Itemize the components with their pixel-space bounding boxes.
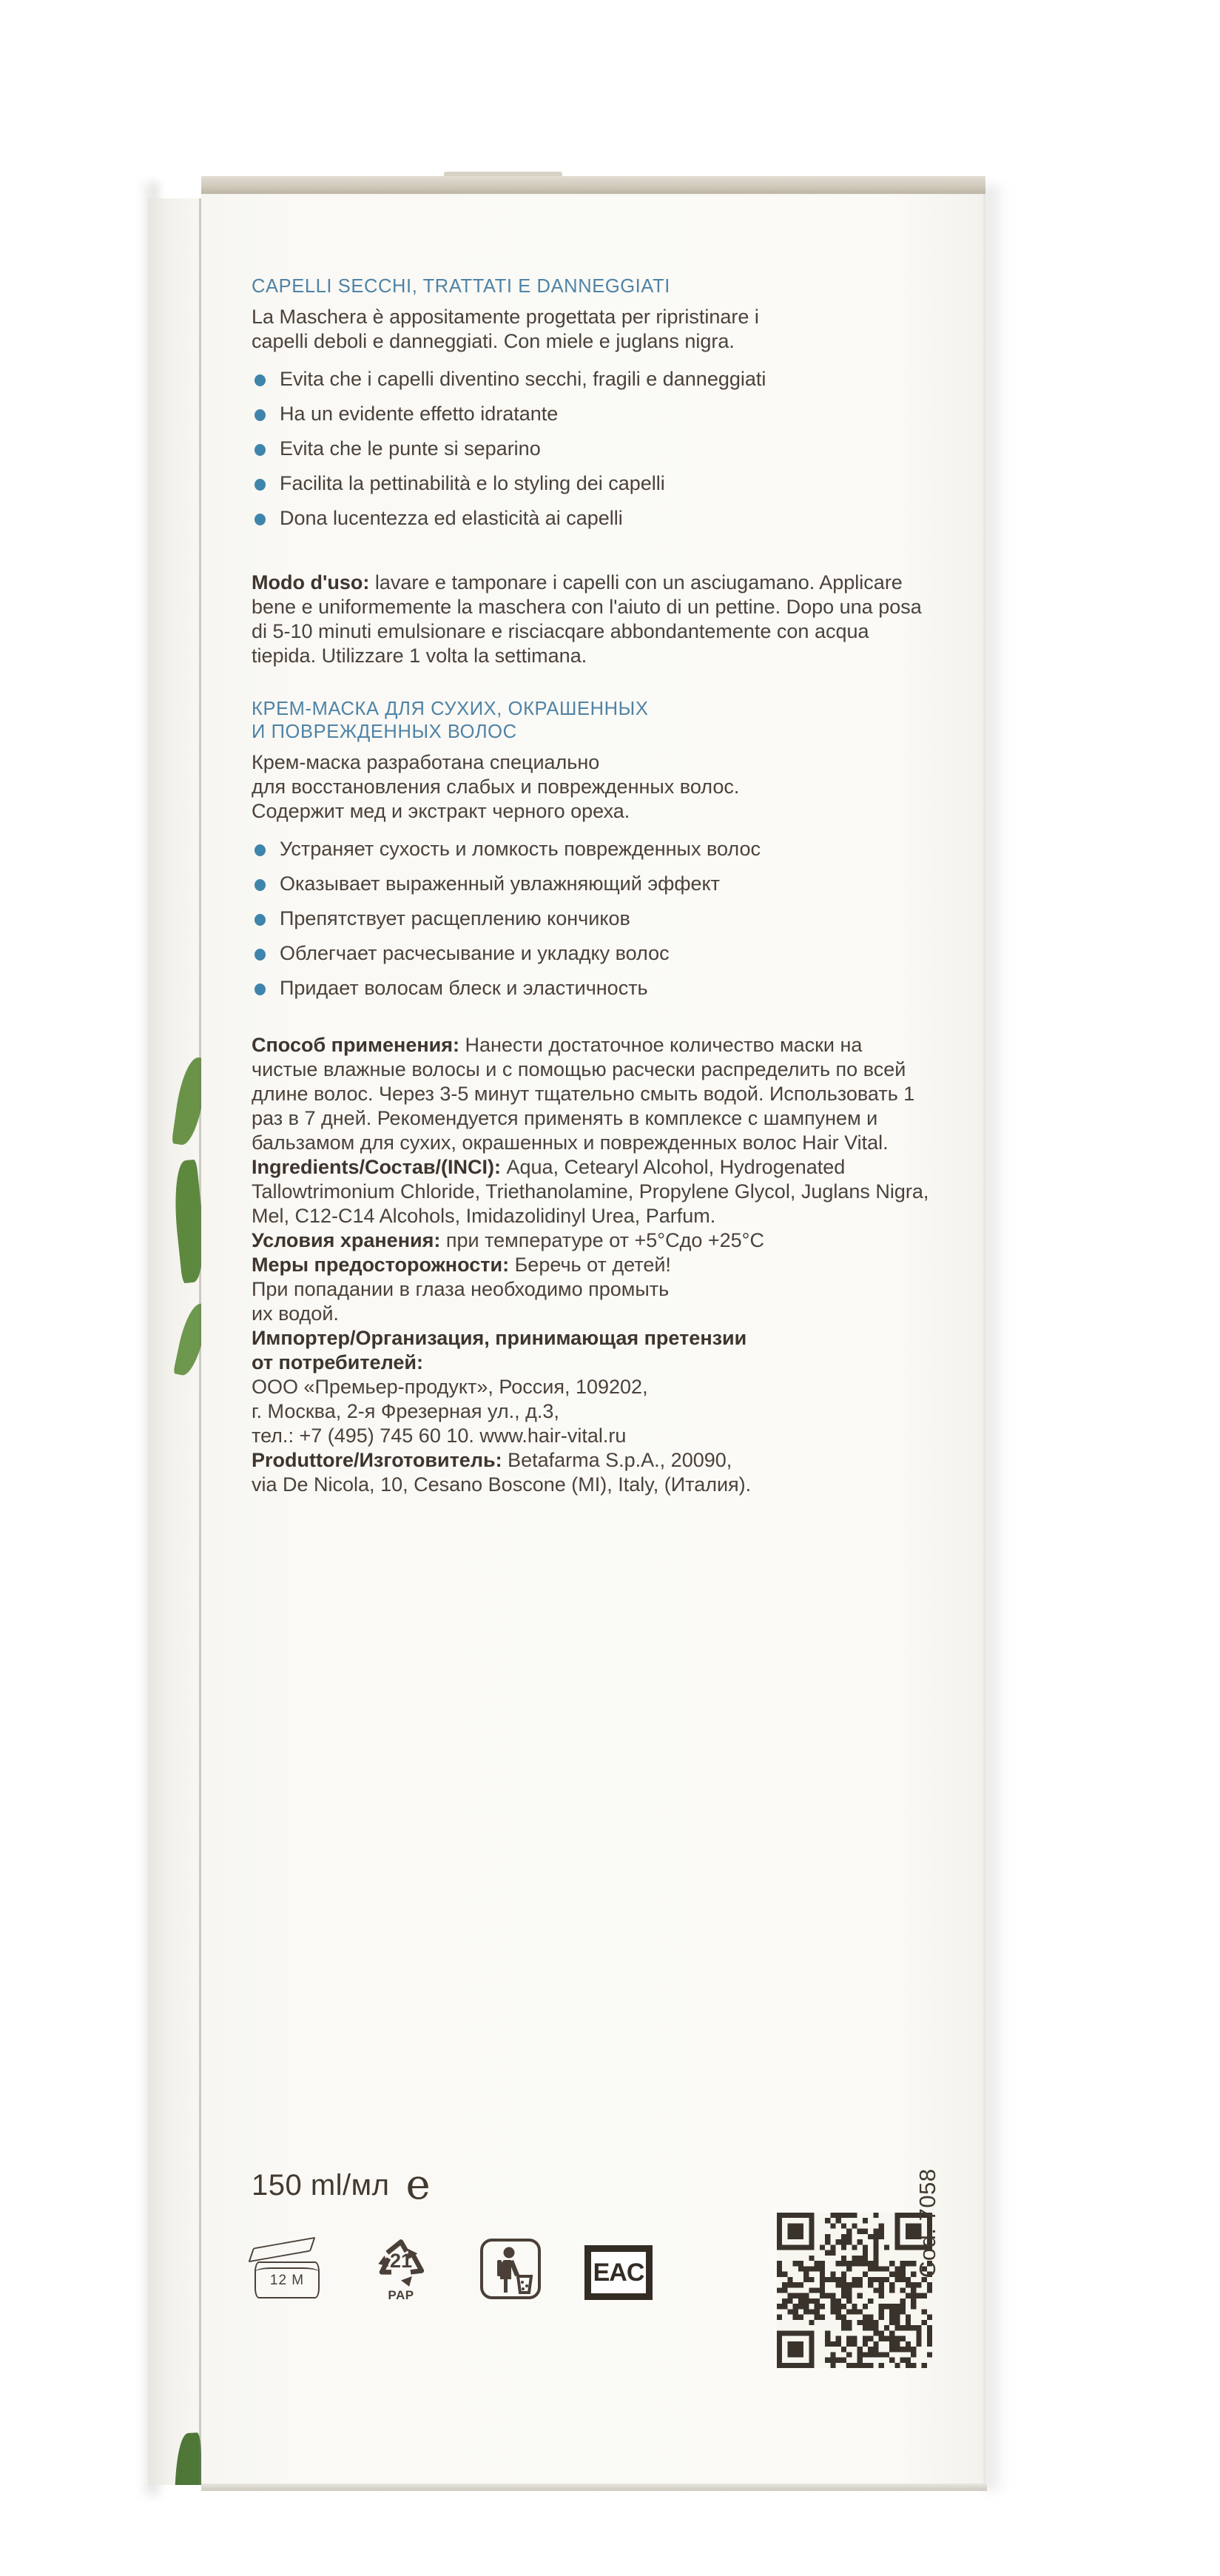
list-item: Evita che i capelli diventino secchi, fragili e danneggiati (252, 367, 932, 391)
precautions-text: Беречь от детей! (509, 1254, 671, 1276)
volume-row (252, 2161, 962, 2209)
russian-usage-text: Нанести достаточное количество маски на чистые влажные волосы и с помощью расчески распределить по всей длине волос. Через 3-5 минут тщательно смыть водой. Использовать 1 раз в 7 дней. Рекомендуется применять в комплексе с шампунем и бальзамом для сухих, окрашенных и поврежденных волос Hair Vital. (252, 1034, 915, 1154)
carton-top-flap (201, 176, 985, 195)
italian-intro (252, 305, 932, 354)
italian-usage (252, 571, 932, 668)
russian-heading (252, 698, 932, 744)
italian-usage-label: Modo d'uso: (252, 571, 370, 593)
precautions (252, 1253, 932, 1326)
list-item: Facilita la pettinabilità e lo styling dei capelli (252, 471, 932, 496)
manufacturer-line2: via De Nicola, 10, Cesano Boscone (MI), Italy, (Италия). (252, 1473, 752, 1496)
product-code-label: Cod. 7058 (914, 2168, 940, 2278)
pao-duration-label: 12 M (269, 2273, 305, 2288)
list-item: Оказывает выраженный увлажняющий эффект (252, 872, 932, 896)
italian-usage-text: lavare e tamponare i capelli con un asciugamano. Applicare bene e uniformemente la maschera con l'aiuto di un pettine. Dopo una posa di 5-10 minuti emulsionare e risciacqare abbondantemente con acqua tiepida. Utilizzare 1 volta la settimana. (252, 571, 922, 667)
period-after-opening-icon (252, 2242, 323, 2300)
spacer (252, 668, 932, 698)
russian-intro-line3: Содержит мед и экстракт черного ореха. (252, 800, 630, 822)
list-item: Dona lucentezza ed elasticità ai capelli (252, 506, 932, 531)
russian-usage-label: Способ применения: (252, 1034, 459, 1056)
label-text-block (252, 275, 932, 1497)
recycle-code-number: 21 (389, 2250, 413, 2272)
storage-text: при температуре от +5°Cдо +25°C (440, 1229, 764, 1251)
pao-lid-shape (248, 2237, 315, 2263)
recycle-pap-icon (365, 2236, 437, 2300)
importer-line3: тел.: +7 (495) 745 60 10. www.hair-vital.ru (252, 1425, 627, 1447)
manufacturer-text: Betafarma S.p.A., 20090, (502, 1449, 732, 1471)
list-item: Evita che le punte si separino (252, 437, 932, 461)
importer-label-line1: Импортер/Организация, принимающая претензии (252, 1327, 747, 1349)
manufacturer-label: Produttore/Изготовитель: (252, 1449, 502, 1471)
eac-conformity-icon (584, 2245, 653, 2300)
ingredients-label: Ingredients/Состав/(INCI): (252, 1156, 501, 1178)
carton-side-panel (148, 198, 201, 2485)
manufacturer (252, 1448, 932, 1497)
storage (252, 1228, 932, 1253)
spacer (252, 541, 932, 571)
precautions-line3: их водой. (252, 1302, 339, 1325)
ingredients-text: Aqua, Cetearyl Alcohol, Hydrogenated Tallowtrimonium Chloride, Triethanolamine, Propylene Glycol, Juglans Nigra, Mel, C12-C14 Alcohols, Imidazolidinyl Urea, Parfum. (252, 1156, 929, 1227)
pao-jar-shape (255, 2261, 320, 2298)
spacer (252, 1011, 932, 1033)
russian-heading-line2: И ПОВРЕЖДЕННЫХ ВОЛОС (252, 722, 517, 742)
ingredients (252, 1155, 932, 1228)
russian-benefit-list (252, 837, 932, 1001)
recycle-material-label: PAP (388, 2288, 414, 2302)
russian-intro-line1: Крем-маска разработана специально (252, 751, 600, 773)
italian-intro-line2: capelli deboli e danneggiati. Con miele e juglans nigra. (252, 330, 735, 352)
precautions-line2: При попадании в глаза необходимо промыть (252, 1278, 670, 1300)
list-item: Устраняет сухость и ломкость поврежденных волос (252, 837, 932, 861)
eac-label: EAC (593, 2258, 644, 2287)
russian-usage (252, 1033, 932, 1155)
storage-label: Условия хранения: (252, 1229, 441, 1251)
list-item: Придает волосам блеск и эластичность (252, 976, 932, 1001)
importer-line2: г. Москва, 2-я Фрезерная ул., д.3, (252, 1400, 559, 1422)
leaf-graphic (173, 1301, 201, 1378)
importer-line1: ООО «Премьер-продукт», Россия, 109202, (252, 1376, 648, 1398)
qr-code[interactable] (777, 2213, 932, 2368)
italian-benefit-list (252, 367, 932, 531)
list-item: Ha un evidente effetto idratante (252, 402, 932, 426)
italian-heading: CAPELLI SECCHI, TRATTATI E DANNEGGIATI (252, 276, 670, 297)
importer-label-line2: от потребителей: (252, 1351, 423, 1373)
qr-code-canvas[interactable] (777, 2213, 932, 2368)
leaf-graphic (169, 1160, 201, 1284)
net-volume: 150 ml/мл (252, 2168, 390, 2202)
leaf-graphic (172, 1055, 201, 1147)
carton-bottom-crease (201, 2483, 987, 2491)
tidyman-icon (479, 2238, 542, 2300)
list-item: Препятствует расщеплению кончиков (252, 907, 932, 931)
precautions-label: Меры предосторожности: (252, 1254, 510, 1276)
carton-right-shadow (983, 185, 1008, 2490)
bin-man-icon (479, 2238, 542, 2300)
russian-intro (252, 750, 932, 824)
leaf-graphic (171, 2432, 201, 2485)
list-item: Облегчает расчесывание и укладку волос (252, 941, 932, 966)
italian-intro-line1: La Maschera è appositamente progettata per ripristinare i (252, 306, 759, 328)
russian-heading-line1: КРЕМ-МАСКА ДЛЯ СУХИХ, ОКРАШЕННЫХ (252, 699, 649, 719)
importer (252, 1326, 932, 1448)
estimated-sign-icon: e (405, 2161, 431, 2209)
russian-intro-line2: для восстановления слабых и поврежденных волос. (252, 776, 740, 798)
